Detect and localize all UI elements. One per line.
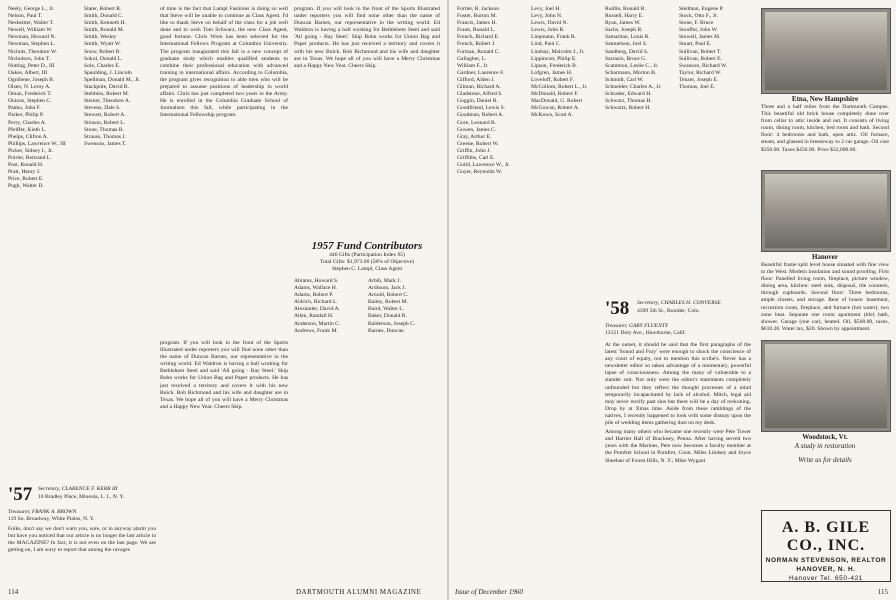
donor-name: Loveloff, Robert F. [531,76,574,83]
donor-name: Sachs, Joseph R. [605,27,643,34]
donor-name: Levy, John N. [531,13,563,20]
fund-donor-name: Bailey, Robert M. [368,299,409,306]
donor-name: Pugh, Walter D. [8,183,44,190]
right-page [449,0,896,600]
donor-name: Nicholson, John T. [8,55,51,62]
donor-name: Foster, Burton M. [457,13,497,20]
class-58-text [605,342,751,586]
donor-list-col2 [84,6,156,476]
donor-name: Fortier, R. Jackson [457,6,500,12]
magazine-name: DARTMOUTH ALUMNI MAGAZINE [296,588,422,596]
donor-name: Griffin, John J. [457,147,491,154]
class-numeral-58: '58 [605,298,630,319]
donor-name: Sole, Charles E. [84,62,121,69]
ad-phone: Hanover Tel. 650-421 [788,575,864,582]
fund-names-col [294,278,366,568]
donor-name: Poirier, Bertrand L. [8,154,52,161]
donor-name: Swanson, Richard W. [679,62,728,69]
page-number-left: 114 [8,588,19,596]
donor-name: Stowell, James M. [679,34,721,41]
donor-name: Stuart, Paul E. [679,41,712,48]
fund-donor-name: Barnes, Duncan [368,327,404,334]
secretary-58: Secretary, CHARLES H. CONVERSE [637,300,721,306]
donor-name: Stone, F. Bruce [679,20,714,27]
donor-name: McGowan, Robert A. [531,105,580,112]
donor-name: Samuelson, Joel S. [605,41,648,48]
donor-name: Swenson, James T. [84,140,127,147]
donor-name: Guyer, Reynolds W. [457,169,503,176]
donor-name: Samaritan, Louis R. [605,34,650,41]
donor-name: Schwartz, Robert H. [605,105,651,112]
donor-name: Gifford, Alden J. [457,76,495,83]
donor-name: Sullivan, Robert E. [679,55,722,62]
donor-name: Snow, Robert B. [84,48,121,55]
fund-donor-name: Andrews, Frank M. [294,327,338,334]
donor-name: Newell, William W. [8,27,53,34]
woodstock-house-photo [761,340,891,432]
donor-name: Pfeiffer, Kieth L. [8,126,47,133]
class-notes-text-col4: program. If you will look in the front of the Sports Illustrated under reporters you will find none other than the name of Duncan Barnes, our representative in the writing world. Ed Waldron is having a ball working for Bethlehem Steel and said 'All going - Bay Steel.' Skip Bohn works for Union Bag and Paper products. He has just received a territory and covers it with his new Buick. Bob Richmond and his wife and daughter are in Texas. We hope all of you will have a Merry Christmas and a Happy New Year. Cheers Skip. [294,6,440,69]
write-for-details: Write us for details [798,456,852,464]
donor-name: Lippincott, Philip E. [531,55,577,62]
donor-name: Goggin, Daniel R. [457,98,499,105]
donor-name: Pratt, Henry J. [8,169,41,176]
hanover-house-photo [761,170,891,252]
donor-name: Stackpole, David B. [84,84,130,91]
donor-name: Newman, Stephen L. [8,41,56,48]
right-donor-col1 [457,6,527,586]
donor-name: Lindsay, Malcolm J., Jr. [531,48,585,55]
donor-name: Smith, Wyatt W. [84,41,121,48]
etna-house-photo [761,8,891,94]
class-57-prose: Folks, don't say we don't warn you, sure, or in anyway alarm you but have you noticed that our article is no longer the last article in the MAGAZINE? In fact, it is not even on the last page. We are getting on, I am sorry to report that among the ravages [8,526,156,554]
secretary-line: Secretary, CLARENCE F. KERR III [38,486,118,492]
ad-company-name: A. B. GILE CO., INC. [781,519,871,554]
donor-name: Spellman, Donald M., Jr. [84,76,141,83]
donor-name: Post, Ronald H. [8,162,44,169]
donor-name: McCollom, Robert L., Jr. [531,84,588,91]
donor-name: Griffiths, Carl E. [457,154,495,161]
donor-name: Levy, Joel H. [531,6,561,12]
donor-name: Lipson, Frederick B. [531,62,578,69]
donor-name: McKown, Scott A. [531,112,573,119]
etna-text: Three and a half miles from the Dartmouth Campus. This beautiful old brick house completely done over from cellar to attic inside and out. It consists of living room, dining room, kitchen, bed room and bath. Second floor: 4 bedrooms and bath, open attic. Oil furnace, steam, and glassed in breezeway to 2 car garage. Oil cost $350.00. Taxes $456.00. Price $32,000.00. [761,104,889,153]
donor-name: Thomas, Joel E. [679,84,716,91]
donor-name: Schneider, Charles A., Jr. [605,84,662,91]
fund-donor-name: Arnold, Robert C. [368,292,409,299]
donor-name: Stock, Otto F., Jr. [679,13,718,20]
donor-name: Olsen, N. Leroy A. [8,84,51,91]
donor-name: Smith, Kenneth H. [84,20,126,27]
donor-name: Gilman, Richard A. [457,84,501,91]
donor-name: Lind, Paul C. [531,41,561,48]
donor-name: Stone, Thomas B. [84,126,124,133]
donor-name: Oakes, Albert, III [8,69,48,76]
donor-name: Picker, Sidney I., Jr. [8,147,53,154]
issue-date: Issue of December 1960 [455,588,523,596]
donor-name: Stouffer, John W. [679,27,718,34]
left-page [0,0,447,600]
donor-name: Tenzer, Joseph E. [679,76,719,83]
donor-name: Stebbins, Robert M. [84,91,130,98]
donor-name: Ryan, James W. [605,20,641,27]
woodstock-caption: Woodstock, Vt. [802,433,848,441]
donor-name: Lewis, John B. [531,27,565,34]
donor-name: Frank, Ronald L. [457,27,496,34]
donor-name: Francis, James H. [457,20,497,27]
donor-name: Sullivan, Robert T. [679,48,722,55]
donor-name: Stewart, Robert A. [84,112,126,119]
donor-name: Guild, Lawrence W., Jr. [457,162,510,169]
donor-name: Smith, Ronald M. [84,27,125,34]
donor-name: Schrader, Edward H. [605,91,652,98]
donor-name: Onions, Stephen C. [8,98,52,105]
hanover-text: Beautiful frame split level house situated with fine view to the West. Modern insulation and sound proofing. First floor: Panelled living room, fireplace, picture window, dining area, kitchen: steel sink, disposal, tile counters, through cupboards. Second floor: Three bedrooms, ample closets, and storage. Rear of house: basement, recreation room, fireplace, and furnace (hot water), two zone heat. Separate one room apartment (tile) bath, shower. Garage (one car), heated. Oil, $568.00, taxes, $610.20. Water tax, $20. Shown by appointment. [761,262,889,332]
donor-name: Spaulding, J. Lincoln [84,69,132,76]
donor-name: Gardner, Laurence F. [457,69,505,76]
fund-names-col2 [368,278,440,568]
donor-name: Stevens, Dale S. [84,105,121,112]
donor-name: Scammon, Leslie C., Jr. [605,62,659,69]
donor-name: Nichols, Theodore W. [8,48,57,55]
donor-name: Scharmann, Morton B. [605,69,657,76]
donor-name: French, Richard E. [457,34,500,41]
class-numeral: '57 [8,484,33,505]
donor-name: Perry, Charles A. [8,119,47,126]
donor-name: Slater, Robert R. [84,6,122,12]
fund-donor-name: Balderson, Joseph C. [368,320,416,327]
donor-name: Nutting, Peter D., III [8,62,55,69]
donor-name: MacDonald, G. Robert [531,98,583,105]
donor-name: Stinson, Robert L. [84,119,126,126]
class-58-header [605,300,751,337]
donor-name: Goodman, Robert A. [457,112,504,119]
donor-name: Schwarz, Thomas H. [605,98,652,105]
treasurer-line: Treasurer, FRANK A. BROWN [8,509,77,515]
donor-name: William F., Jr. [457,62,489,69]
right-donor-col4 [679,6,751,296]
donor-name: Gladstone, Alfred S. [457,91,503,98]
donor-name: Greene, Robert W. [457,140,499,147]
fund-donor-name: Adams, Wallace H. [294,285,338,292]
donor-name: Gore, Leonard B. [457,119,497,126]
donor-name: Parker, Philip P. [8,112,44,119]
fund-line2: Total Gifts: $1,973.00 (58% of Objective) [320,259,414,266]
secretary-58-address: 4309 5th St., Boulder, Colo. [637,308,700,314]
donor-name: Nesbeitter, Walter T. [8,20,54,27]
woodstock-subcaption: A study in restoration [794,442,856,450]
donor-name: Sandberg, David S. [605,48,649,55]
class-notes-text: of time is the fact that Lampl Fashions is doing so well that Steve will be unable to continue as Class Agent. I'd like to thank Steve on behalf of the class for a job well done and to wish Tom Schwarz, the new Class Agent, good fortune. Chris Wren has been selected for the International Fellows Program at Columbia University. The program inaugurated this fall is a new concept of graduate study which enables qualified students to combine their professional education with advanced training in international affairs. According to Columbia, the program gives recognition to able men who will be prepared to assume positions of leadership in world affairs. Chris has just completed two years in the Army. He is enrolled in the Columbia Graduate School of Journalism this fall, while participating in the International Fellowship program. [160,6,288,119]
donor-name: Neely, George L., Jr. [8,6,55,12]
fund-donor-name: Arbib, Mark J. [368,278,401,284]
donor-name: Gray, Arthur E. [457,133,492,140]
donor-name: Taylor, Richard W. [679,69,722,76]
hanover-caption: Hanover [811,253,839,261]
fund-donor-name: Abrams, Howard S. [294,278,339,284]
donor-name: Newman, Howard N. [8,34,56,41]
right-donor-col3 [605,6,675,296]
gile-co-advertisement [761,510,891,582]
class-57-text [8,526,156,586]
treasurer-address: 119 So. Broadway, White Plains, N. Y. [8,516,95,523]
donor-name: Nelson, Paul T. [8,13,43,20]
class-58-prose: At the outset, it should be said that the first paragraphs of the latest 'Sound and Fury' were enough to shock the conscience of any court of equity, not to mention this scribe's. Never has a newsletter editor so taken advantage of a momentary, powerful lapse of consciousness. Among the many of vulnerable to a slander suit. Not only were the editor's statements completely unfounded but they reflect the thought processes of a mind temporarily incapacitated by lack of alcohol. Mitch, legal aid may never rectify past sins but there will be a day of reckoning. Drop by at Xmas time. Aside from these ramblings of the natives, I recently happened to look with some dismay upon the pile of wedding items gathering dust on my desk. [605,342,751,427]
hanover-description [761,262,889,334]
fund-line3: Stephen C. Lampl, Class Agent [331,266,403,273]
donor-name: Rudlin, Ronald B. [605,6,646,12]
fund-donor-name: Allen, Randall H. [294,313,334,320]
donor-name: Strauss, Thomas J. [84,133,126,140]
donor-name: Ognibene, Joseph B. [8,76,55,83]
fund-donor-name: Baker, Donald R. [368,313,407,320]
donor-name: Furman, Ronald C. [457,48,500,55]
donor-name: French, Robert J. [457,41,496,48]
donor-list-col1 [8,6,80,476]
fund-donor-name: Anderson, Martin C. [294,320,341,327]
donor-name: Stedman, Eugene P. [679,6,724,12]
treasurer-58-address: 13121 Doty Ave., Hawthorne, Calif. [605,330,686,337]
fund-contributors-block [294,240,440,273]
ad-town: HANOVER, N. H. [796,566,856,573]
donor-name: Lewis, David N. [531,20,568,27]
donor-name: Panko, John F. [8,105,41,112]
class-57-header [8,486,156,523]
donor-name: McDonald, Robert F. [531,91,579,98]
page-number-right: 115 [877,588,888,596]
class-notes-col3 [160,6,288,336]
donor-name: Phelps, Clifton A. [8,133,49,140]
ad-realtor: NORMAN STEVENSON, REALTOR [765,557,887,564]
etna-caption: Etna, New Hampshire [791,95,859,103]
donor-name: Steiner, Theodore A. [84,98,131,105]
fund-title: 1957 Fund Contributors [311,240,423,252]
donor-name: Price, Robert E. [8,176,44,183]
donor-name: Oman, Frederick T. [8,91,52,98]
donor-name: Gallagher, L. [457,55,487,62]
fund-donor-name: Aldrich, Richard L. [294,299,338,306]
donor-name: Sarrazin, Bruce G. [605,55,647,62]
donor-name: Lofgren, James H. [531,69,573,76]
donor-name: Phillips, Lawrence W., III [8,140,66,147]
donor-name: Schmidt, Carl W. [605,76,644,83]
donor-name: Sokol, Donald L. [84,55,123,62]
donor-name: Smith, Wesley [84,34,117,41]
donor-name: Smith, Donald C. [84,13,124,20]
donor-name: Liepmann, Frank R. [531,34,577,41]
class-58-prose-cont: Among many others who became one recently were Pete Tower and Harriet Hall of Brackney, Penna. After having served two years with the Marines, Pete now becomes a faculty member at the Pomfret School in Pomfret, Conn. Miles Lindsey and Joyce Sheehan of Forest Hills, N. Y.; Mike Wygant [605,429,751,464]
secretary-address: 10 Bradley Place, Mineola, L. I., N. Y. [38,494,125,500]
treasurer-58: Treasurer, GARY FLUENTY [605,323,669,329]
donor-name: Russell, Harry E. [605,13,644,20]
fund-donor-name: Adams, Robert P. [294,292,334,299]
etna-description [761,104,889,164]
donor-name: Goodfriend, Lewis S. [457,105,506,112]
fund-donor-name: Alexander, David A. [294,306,341,313]
donor-name: Gowen, James C. [457,126,497,133]
fund-donor-name: Ardisson, Jack J. [368,285,406,292]
fund-donor-name: Baird, Walter L. [368,306,405,313]
fund-line1: 446 Gifts (Participation Index 65) [329,252,405,258]
class-notes-col3b [160,340,288,540]
class-notes-text-cont: program. If you will look in the front of the Sports Illustrated under reporters you will find none other than the name of Duncan Barnes, our representative in the writing world. Ed Waldron is having a ball working for Bethlehem Steel and said 'All going - Bay Steel.' Skip Bohn works for Union Bag and Paper products. He has just received a territory and covers it with his new Buick. Bob Richmond and his wife and daughter are in Texas. We hope all of you will have a Merry Christmas and a Happy New Year. Cheers Skip. [160,340,288,410]
class-notes-col4 [294,6,440,236]
right-donor-col2 [531,6,601,586]
